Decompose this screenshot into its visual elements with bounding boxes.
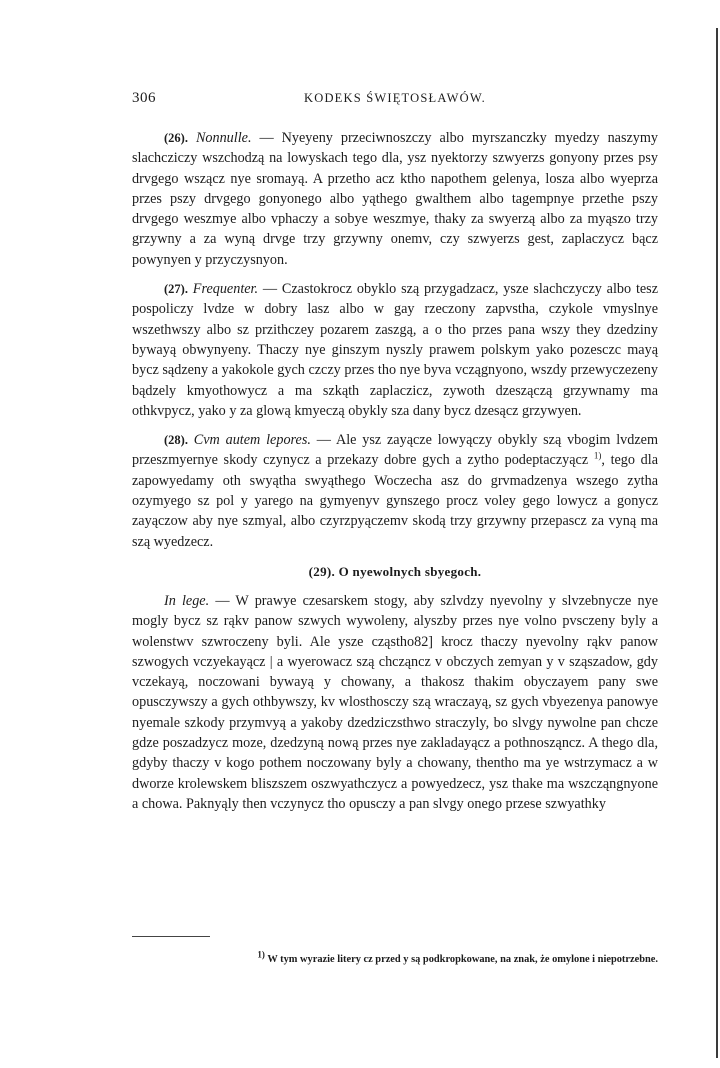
paragraph-text: — Nyeyeny przeciwnoszczy albo myrszanczky myedzy naszymy slachcziczy wszchodzą na lowyskach tego dla, ysz nyektorzy szwyerzs gonyony przes psy drvgego wszącz nye sromayą. A przetho acz ktho napothem gelenya, losza albo wyeprza przes pszy drvgego gonyonego albo yąthego gwalthem albo tagempnye przethe pszy drvgego weszmye albo vphaczy a sobye weszmye, thaky za swyerzą albo za myąszo trzy grzywny a za wyną drvge trzy grzywny onemv, czy szwyerzs gest, zaplaczycz bącz powynyen y przyczysnyon. (132, 130, 659, 268)
paragraph-term: Frequenter. (192, 281, 259, 298)
paragraph-text-before-note: — Ale ysz zayącze lowyączy obykly szą vbogim lvdzem przeszmyernye skody czynycz a przekazy dobre gych a zytho podeptaczyącz (132, 432, 659, 469)
page-edge-line (716, 28, 718, 1058)
footnote-reference: 1) (593, 450, 602, 461)
section-heading: (29). O nyewolnych sbyegoch. (308, 563, 482, 579)
paragraph-text-after-note: , tego dla zapowyedamy oth swyątha swyąthego Woczecha asz do grvmadzenya wszego zytha ozymyego sz pol y yarego na gymyenyv gynszego procz voley gego lowycz a gonycz zayączow aby nye szmyal, albo czyrzpyączemv skodą trzy grzywny przepascz za vyną ma szą wyedzecz. (132, 452, 659, 550)
page-number: 306 (132, 90, 156, 106)
page-header (132, 90, 658, 112)
paragraph-term: Nonnulle. (195, 130, 252, 146)
paragraph-29 (132, 591, 658, 814)
paragraph-text: — Czastokrocz obyklo szą przygadzacz, ysze slachczyczy albo tesz pospoliczy lvdze w dobry lasz albo w gay rzeczony zapvstha, czykole vmyslnye wszethwszy albo sz przithczey pozarem zaszgą, a o tho przes pana wszy they dzedziny bywayą obwynyeny. Thaczy nye ginszym nyszly prawem polskym yako pozesczc mayą bycz sądzeny a yakokole gych czczy przes tho nye byva vczągnyono, wszdy przewyczezeny bądzely kmyothowycz a ma szkąth zaplaczicz, zywoth dzeszączą grzywnamy ma othkvpycz, yako y za glową kmyeczą obykly sza dany bycz dzesącz grzywyen. (132, 281, 658, 419)
paragraph-number: (26). (164, 131, 188, 145)
paragraph-27 (132, 279, 658, 421)
paragraph-term: In lege. (164, 592, 210, 609)
footnote-divider (132, 936, 210, 937)
paragraph-number: (27). (164, 282, 188, 297)
running-title: KODEKS ŚWIĘTOSŁAWÓW. (303, 91, 487, 105)
paragraph-26 (132, 128, 658, 270)
footnote (132, 949, 658, 967)
paragraph-text: — W prawye czesarskem stogy, aby szlvdzy nyevolny y slvzebnycze nye mogly bycz sz rąkv panow szwych wywoleny, alyszby przes nye volno pvsczeny byly a wolenstwv szwroczeny byli. Ale ysze cząstho82] krocz thaczy nyevolny rąkv panow szwogych vczyekayącz | a wyerowacz szą chcząncz v obczych zemyan y v sząszadow, gdy vczekayą, noczowani bywayą y chowany, a thakosz thakim obyczayem pany swe opusczywszy a gych othbywszy, kv wlosthosczy szą wraczayą, sz gych vbyezenya panowye nyemale szkody przymvyą a yakoby dzedziczsthwo straczyly, bo slvgy nywolne pan chcze gdze poszadzycz moze, dzedzyną nową przes nye zakladayącz a pothnosząncz. A thego dla, gdyby thaczy v kogo pothem noczowany byly a chowany, thentho ma ye wstrzymacz a w dworze krolewskem bliszszem oszwyathczycz a powyedzecz, ysz thake ma wszcząngnyone a chowa. Paknyąly then vczynycz tho opusczy a pan slvgy onego przese szwyathky (132, 592, 658, 812)
paragraph-28 (132, 430, 658, 552)
footnote-mark: 1) (257, 949, 265, 960)
footnote-text: W tym wyrazie litery cz przed y są podkropkowane, na znak, że omylone i niepotrzebne. (267, 954, 658, 965)
body-text (132, 128, 658, 823)
paragraph-term: Cvm autem lepores. (193, 432, 311, 449)
paragraph-number: (28). (164, 433, 188, 448)
